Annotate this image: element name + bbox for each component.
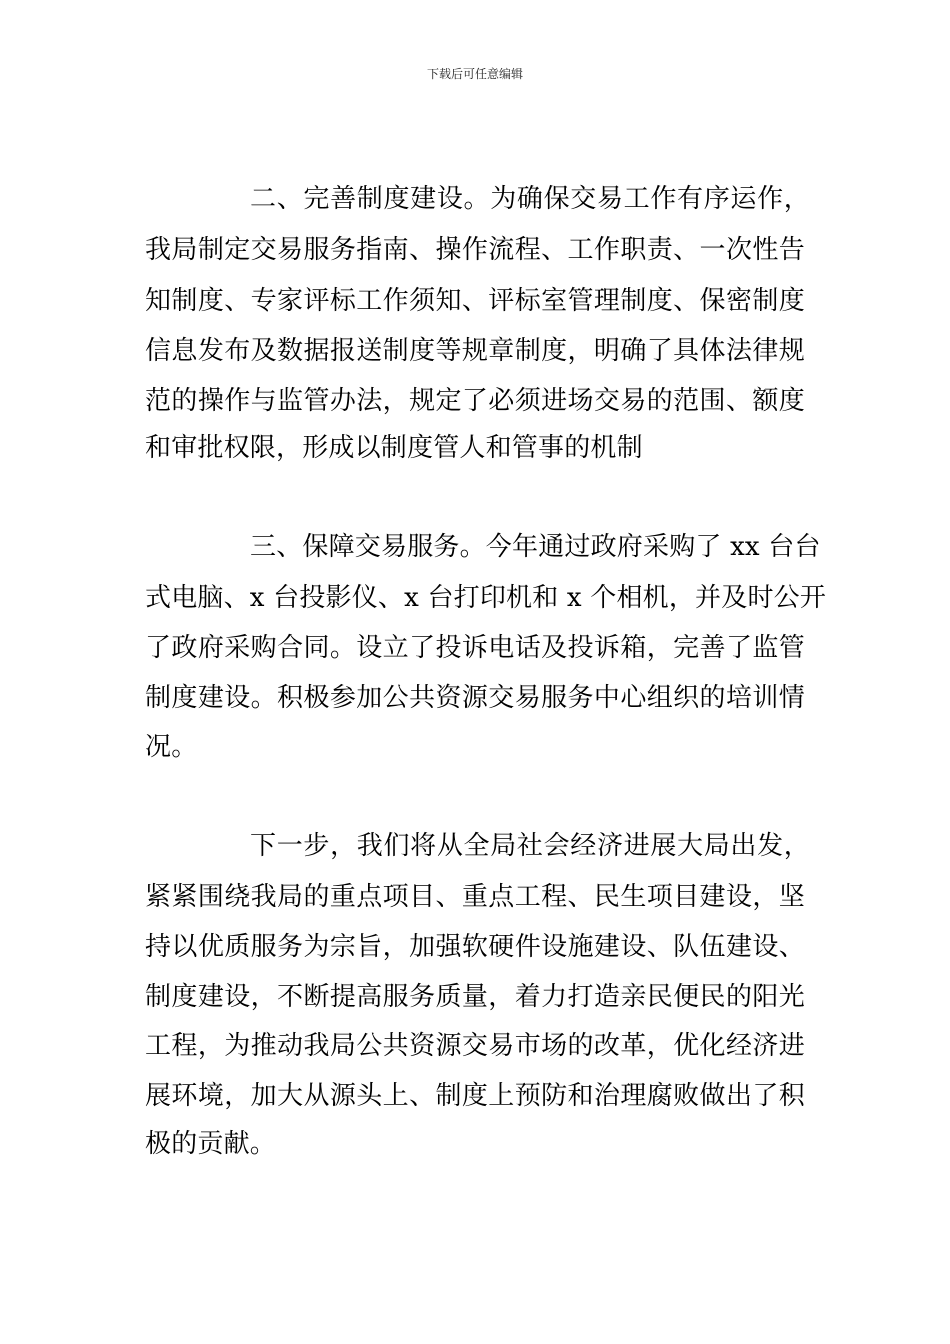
paragraph-line: 况。 (145, 732, 198, 762)
paragraph-line: 信息发布及数据报送制度等规章制度，明确了具体法律规 (145, 336, 805, 366)
paragraph-line: 和审批权限，形成以制度管人和管事的机制 (145, 433, 643, 463)
paragraph-line: 我局制定交易服务指南、操作流程、工作职责、一次性告 (145, 235, 805, 265)
paragraph-line: 持以优质服务为宗旨，加强软硬件设施建设、队伍建设、 (145, 932, 805, 962)
paragraph-line: 三、保障交易服务。今年通过政府采购了 xx 台台 (250, 532, 821, 562)
paragraph-line: 知制度、专家评标工作须知、评标室管理制度、保密制度 (145, 286, 805, 316)
paragraph-line: 工程，为推动我局公共资源交易市场的改革，优化经济进 (145, 1031, 805, 1061)
paragraph-line: 展环境，加大从源头上、制度上预防和治理腐败做出了积 (145, 1081, 805, 1111)
paragraph-line: 式电脑、x 台投影仪、x 台打印机和 x 个相机，并及时公开 (145, 583, 827, 613)
paragraph-line: 二、完善制度建设。为确保交易工作有序运作， (250, 184, 810, 214)
paragraph-line: 制度建设。积极参加公共资源交易服务中心组织的培训情 (145, 683, 805, 713)
paragraph-line: 范的操作与监管办法，规定了必须进场交易的范围、额度 (145, 386, 805, 416)
paragraph-line: 极的贡献。 (145, 1129, 277, 1159)
paragraph-line: 紧紧围绕我局的重点项目、重点工程、民生项目建设，坚 (145, 882, 805, 912)
page-header-text: 下载后可任意编辑 (426, 67, 523, 81)
paragraph-line: 下一步，我们将从全局社会经济进展大局出发， (250, 831, 810, 861)
paragraph-line: 制度建设，不断提高服务质量，着力打造亲民便民的阳光 (145, 982, 805, 1012)
paragraph-line: 了政府采购合同。设立了投诉电话及投诉箱，完善了监管 (145, 633, 805, 663)
